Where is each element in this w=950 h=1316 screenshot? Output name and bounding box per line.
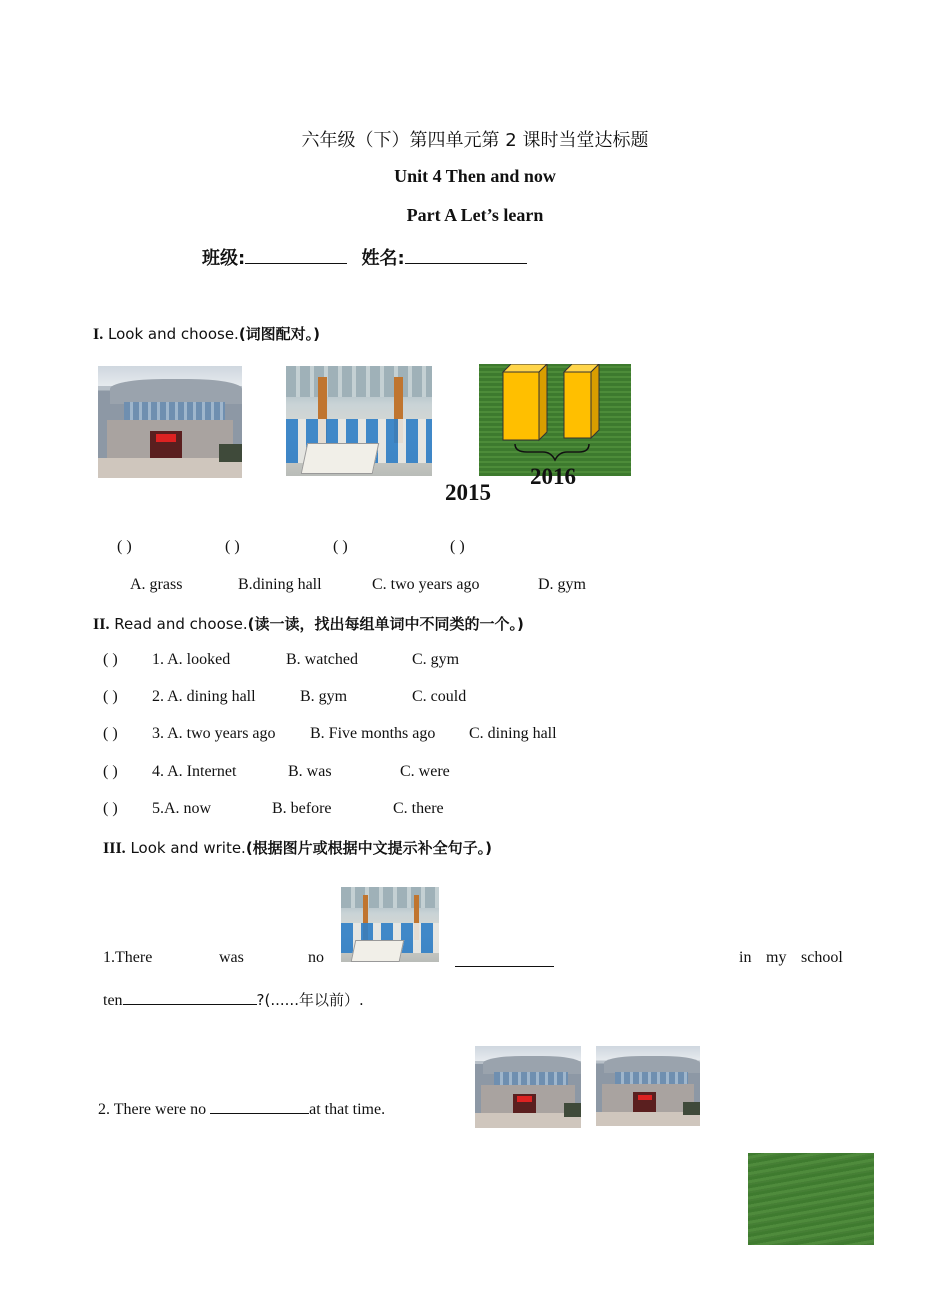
row5-option-a: 5.A. now [152,800,212,817]
q1-line2 [103,989,364,1010]
q2-end: at that time. [309,1101,386,1118]
q1-word-no: no [308,949,324,966]
row2-option-a: 2. A. dining hall [152,688,256,705]
q2-start: 2. There were no [98,1101,207,1118]
q1-blank-1[interactable] [455,966,554,967]
years-bars-image [479,364,631,476]
option-b: B.dining hall [238,576,322,593]
row4-bracket[interactable]: ( ) [103,763,118,780]
section1-title: Look and choose. [103,325,239,343]
option-d: D. gym [538,576,586,593]
row4-option-c: C. were [400,763,450,780]
class-label: 班级: [202,248,246,269]
row5-option-b: B. before [272,800,332,817]
q2-blank[interactable] [210,1113,309,1114]
row3-bracket[interactable]: ( ) [103,725,118,742]
answer-bracket-2[interactable]: ( ) [225,538,240,555]
row1-bracket[interactable]: ( ) [103,651,118,668]
row5-option-c: C. there [393,800,444,817]
row3-option-c: C. dining hall [469,725,557,742]
q1-word-in: in [739,949,752,966]
q1-word-my: my [766,949,787,966]
grass-image [748,1153,874,1245]
row2-bracket[interactable]: ( ) [103,688,118,705]
section3-title: Look and write. [125,839,246,857]
part-title: Part A Let’s learn [406,205,544,225]
section2-heading [93,613,524,634]
q1-hint: ?(......年以前）. [256,991,364,1009]
class-name-row [202,244,527,270]
section2-title: Read and choose. [109,615,248,633]
row1-option-b: B. watched [286,651,358,668]
q1-blank-2[interactable] [123,1004,257,1005]
name-label: 姓名: [361,248,405,269]
row1-option-c: C. gym [412,651,460,668]
row4-option-b: B. was [288,763,332,780]
name-blank[interactable] [405,263,527,264]
section1-heading [93,323,320,344]
row4-option-a: 4. A. Internet [152,763,237,780]
q1-dining-hall-image [341,887,439,962]
q1-word-ten: ten [103,992,123,1009]
q1-word-there: 1.There [103,949,153,966]
row3-option-a: 3. A. two years ago [152,725,276,742]
row2-option-c: C. could [412,688,467,705]
section1-title-cn: (词图配对。) [238,325,321,343]
row3-option-b: B. Five months ago [310,725,436,742]
section3-title-cn: (根据图片或根据中文提示补全句子。) [245,839,493,857]
answer-bracket-1[interactable]: ( ) [117,538,132,555]
unit-title: Unit 4 Then and now [394,166,556,186]
worksheet-title-cn: 六年级（下）第四单元第 2 课时当堂达标题 [301,130,649,151]
q1-word-was: was [219,949,244,966]
q1-word-school: school [801,949,843,966]
option-a: A. grass [130,576,183,593]
option-c: C. two years ago [372,576,480,593]
row1-option-a: 1. A. looked [152,651,231,668]
row2-option-b: B. gym [300,688,348,705]
gym-image [98,366,242,478]
section3-number: III. [103,840,126,857]
class-blank[interactable] [245,263,347,264]
section1-number: I. [93,326,104,343]
year-label-2015: 2015 [445,480,491,505]
q2-gym-image-2 [596,1046,700,1126]
row5-bracket[interactable]: ( ) [103,800,118,817]
section3-heading [103,837,492,858]
q2-gym-image-1 [475,1046,581,1128]
year-label-2016: 2016 [530,464,576,489]
answer-bracket-4[interactable]: ( ) [450,538,465,555]
section2-title-cn: (读一读，找出每组单词中不同类的一个。) [247,615,524,633]
section2-number: II. [93,616,110,633]
dining-hall-image [286,366,432,476]
bars-drawing [479,364,631,476]
q2-sentence [98,1101,385,1119]
answer-bracket-3[interactable]: ( ) [333,538,348,555]
